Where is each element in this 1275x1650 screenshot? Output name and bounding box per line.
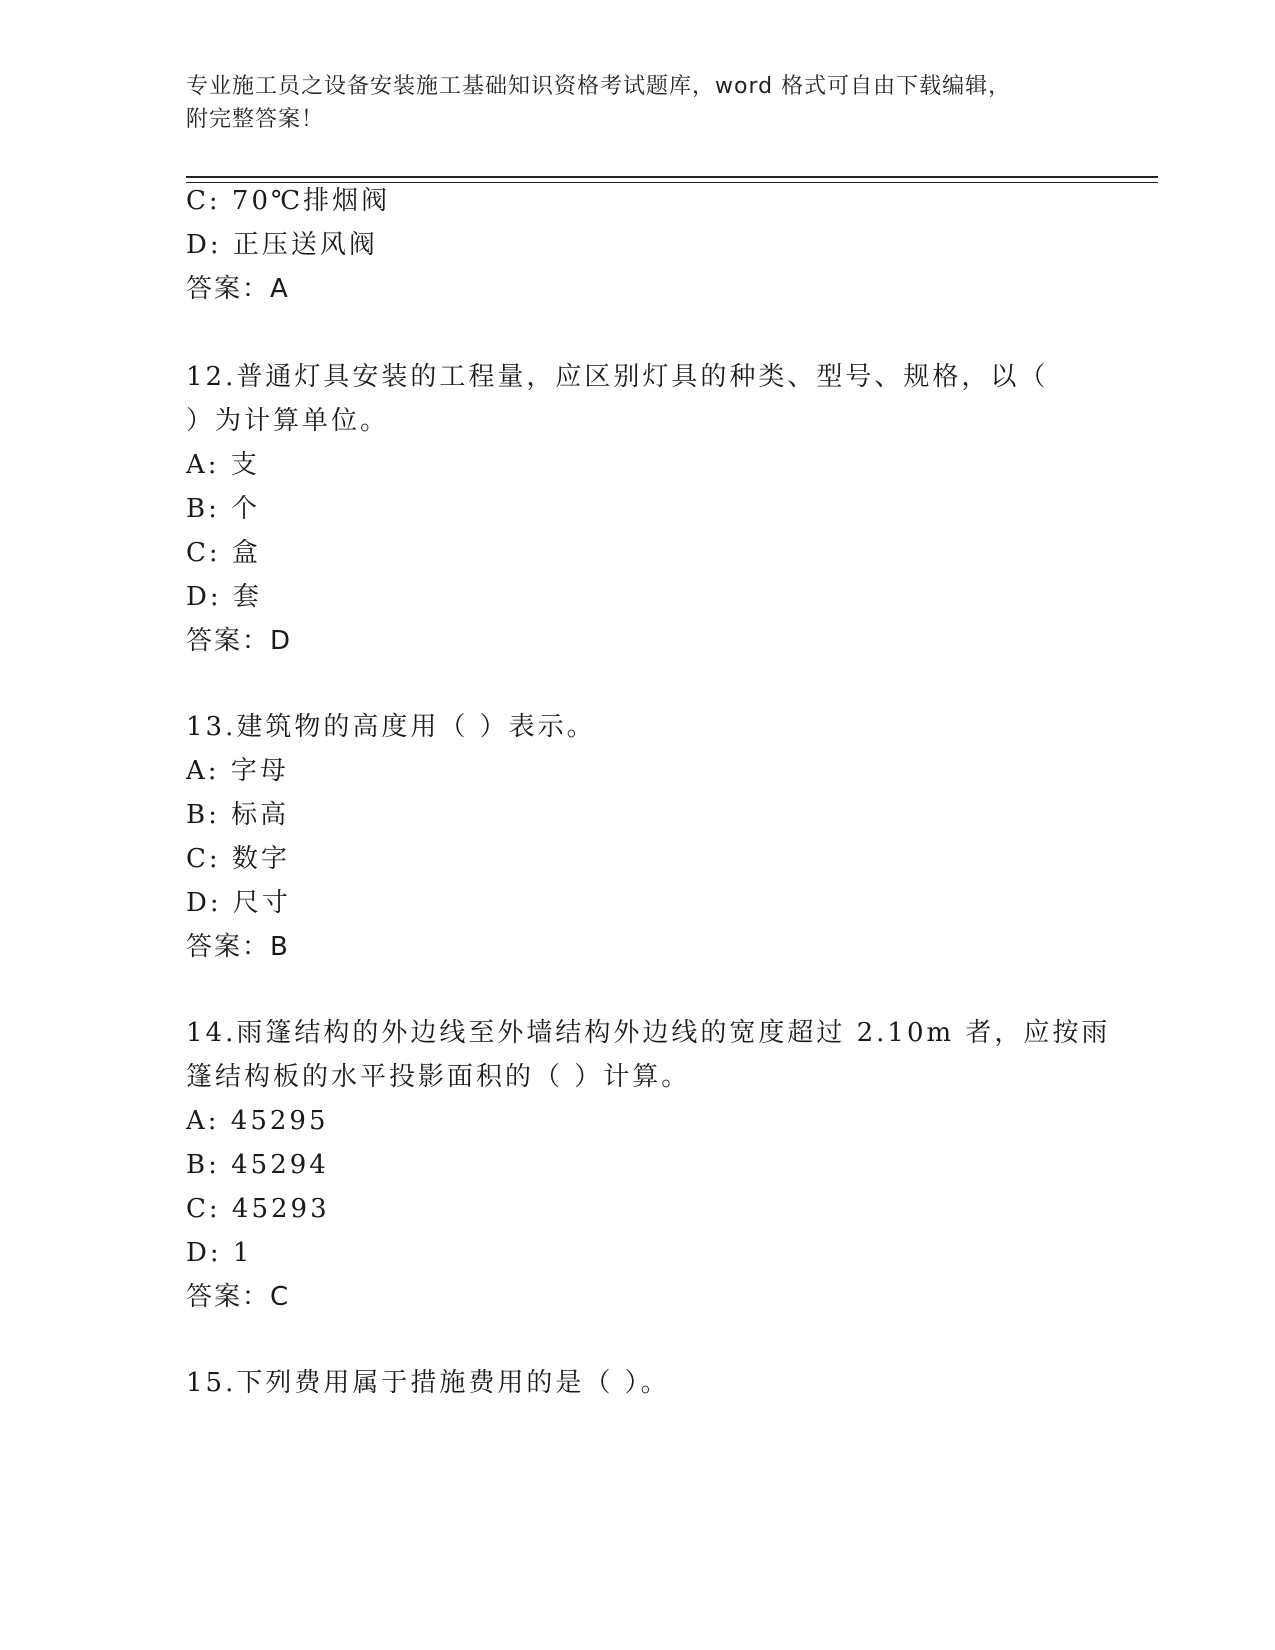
q12-answer: 答案：D [186, 626, 293, 656]
q13-stem-line-1: 13.建筑物的高度用（ ）表示。 [186, 712, 596, 742]
q14-answer: 答案：C [186, 1282, 291, 1312]
q13-option-c: C: 数字 [186, 844, 290, 874]
q14-option-d: D: 1 [186, 1238, 253, 1268]
q12-stem-line-2: ）为计算单位。 [186, 406, 390, 436]
q15-stem-line-1: 15.下列费用属于措施费用的是（ ）。 [186, 1368, 670, 1398]
q13-option-b: B: 标高 [186, 800, 290, 830]
q14-stem-line-1: 14.雨篷结构的外边线至外墙结构外边线的宽度超过 2.10m 者，应按雨 [186, 1018, 1111, 1048]
q12-option-d: D: 套 [186, 582, 262, 612]
q12-option-b: B: 个 [186, 494, 261, 524]
q13-option-d: D: 尺寸 [186, 888, 291, 918]
q12-option-a: A: 支 [186, 450, 260, 480]
q14-option-b: B: 45294 [186, 1150, 329, 1180]
q11-answer: 答案：A [186, 274, 290, 304]
q14-option-a: A: 45295 [186, 1106, 329, 1136]
document-header [186, 70, 1086, 136]
q12-stem-line-1: 12.普通灯具安装的工程量，应区别灯具的种类、型号、规格，以（ [186, 362, 1049, 392]
q11-option-d: D: 正压送风阀 [186, 230, 378, 260]
header-divider-thin [186, 182, 1158, 183]
q14-option-c: C: 45293 [186, 1194, 330, 1224]
header-title-line-1: 专业施工员之设备安装施工基础知识资格考试题库，word 格式可自由下载编辑， [186, 74, 1012, 99]
q11-option-c: C: 70℃排烟阀 [186, 186, 391, 216]
q14-stem-line-2: 篷结构板的水平投影面积的（ ）计算。 [186, 1062, 691, 1092]
q13-option-a: A: 字母 [186, 756, 289, 786]
q12-option-c: C: 盒 [186, 538, 261, 568]
header-divider-thick [186, 176, 1158, 178]
header-title-line-2: 附完整答案！ [186, 107, 325, 132]
q13-answer: 答案：B [186, 932, 290, 962]
